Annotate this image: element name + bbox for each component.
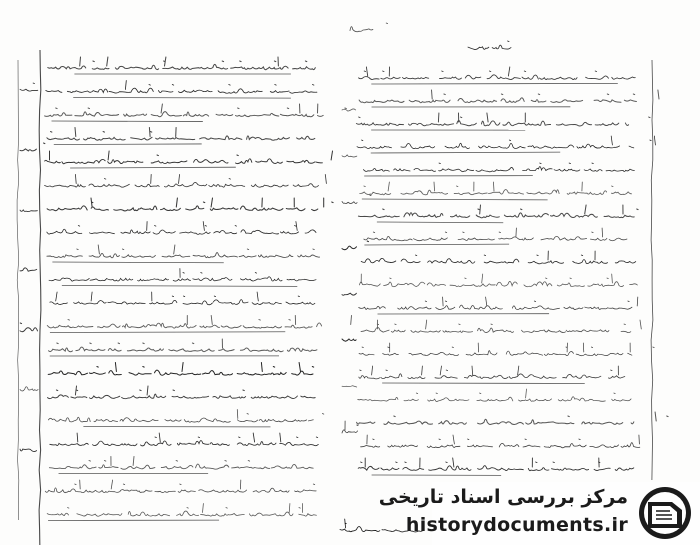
handwritten-line — [20, 210, 37, 212]
handwritten-line — [364, 163, 635, 172]
handwritten-line — [360, 182, 632, 195]
handwritten-line — [48, 410, 323, 423]
margin-line — [17, 60, 19, 520]
archive-logo-icon — [632, 484, 698, 542]
handwritten-line — [48, 57, 316, 70]
underline-stroke — [371, 152, 560, 153]
watermark-url: historydocuments.ir — [405, 514, 628, 536]
handwritten-line — [359, 67, 636, 80]
handwritten-line — [49, 457, 313, 470]
handwritten-line — [48, 386, 316, 399]
handwritten-line — [364, 228, 627, 241]
handwritten-line — [361, 435, 640, 448]
handwritten-line — [20, 449, 37, 451]
underline-stroke — [54, 144, 202, 145]
handwritten-line — [361, 251, 636, 264]
handwritten-line — [342, 386, 357, 387]
underline-stroke — [70, 167, 236, 168]
handwritten-line — [47, 316, 351, 329]
handwritten-line — [357, 136, 655, 149]
handwritten-line — [46, 81, 317, 94]
handwritten-line — [342, 109, 356, 111]
handwritten-line — [359, 343, 654, 356]
handwritten-line — [356, 113, 650, 126]
handwritten-line — [45, 175, 327, 188]
watermark — [378, 482, 700, 545]
handwritten-line — [47, 504, 316, 517]
handwritten-line — [47, 222, 316, 235]
handwritten-line — [359, 366, 625, 379]
handwritten-line — [342, 155, 357, 157]
handwritten-line — [47, 198, 333, 211]
underline-stroke — [377, 222, 503, 223]
underline-stroke — [73, 98, 291, 99]
underline-stroke — [382, 383, 585, 384]
handwritten-line — [358, 205, 638, 218]
handwritten-line — [359, 297, 638, 310]
handwritten-line — [342, 339, 356, 341]
handwritten-line — [358, 458, 634, 471]
handwritten-line — [361, 320, 641, 333]
watermark-organization: مرکز بررسی اسناد تاریخی — [378, 486, 628, 508]
handwritten-line — [342, 293, 356, 295]
handwritten-line — [49, 339, 317, 352]
right-manuscript-page — [340, 23, 668, 532]
handwritten-line — [49, 269, 316, 282]
underline-stroke — [50, 332, 285, 333]
underline-stroke — [364, 244, 509, 245]
handwritten-line — [360, 274, 638, 287]
handwritten-line — [20, 387, 38, 391]
handwritten-line — [358, 389, 631, 402]
underline-stroke — [371, 83, 617, 84]
handwritten-line — [20, 143, 45, 151]
handwritten-line — [20, 83, 38, 91]
handwritten-line — [342, 421, 358, 433]
handwritten-line — [45, 480, 316, 493]
underline-stroke — [52, 262, 223, 263]
handwritten-line — [359, 90, 659, 103]
handwritten-line — [50, 433, 319, 446]
margin-line — [651, 60, 653, 480]
underline-stroke — [362, 199, 548, 200]
underline-stroke — [62, 286, 297, 287]
handwritten-line — [45, 104, 347, 117]
handwritten-line — [50, 292, 315, 305]
handwritten-line — [48, 363, 313, 376]
handwritten-line — [350, 23, 388, 32]
handwritten-line — [47, 128, 315, 141]
handwritten-line — [20, 268, 37, 271]
handwritten-line — [20, 323, 38, 332]
left-manuscript-page — [17, 50, 351, 545]
handwritten-line — [47, 245, 320, 258]
handwritten-line — [357, 412, 669, 424]
margin-line — [39, 50, 41, 545]
underline-stroke — [52, 121, 203, 122]
handwritten-line — [468, 41, 511, 50]
handwritten-line — [45, 151, 333, 164]
